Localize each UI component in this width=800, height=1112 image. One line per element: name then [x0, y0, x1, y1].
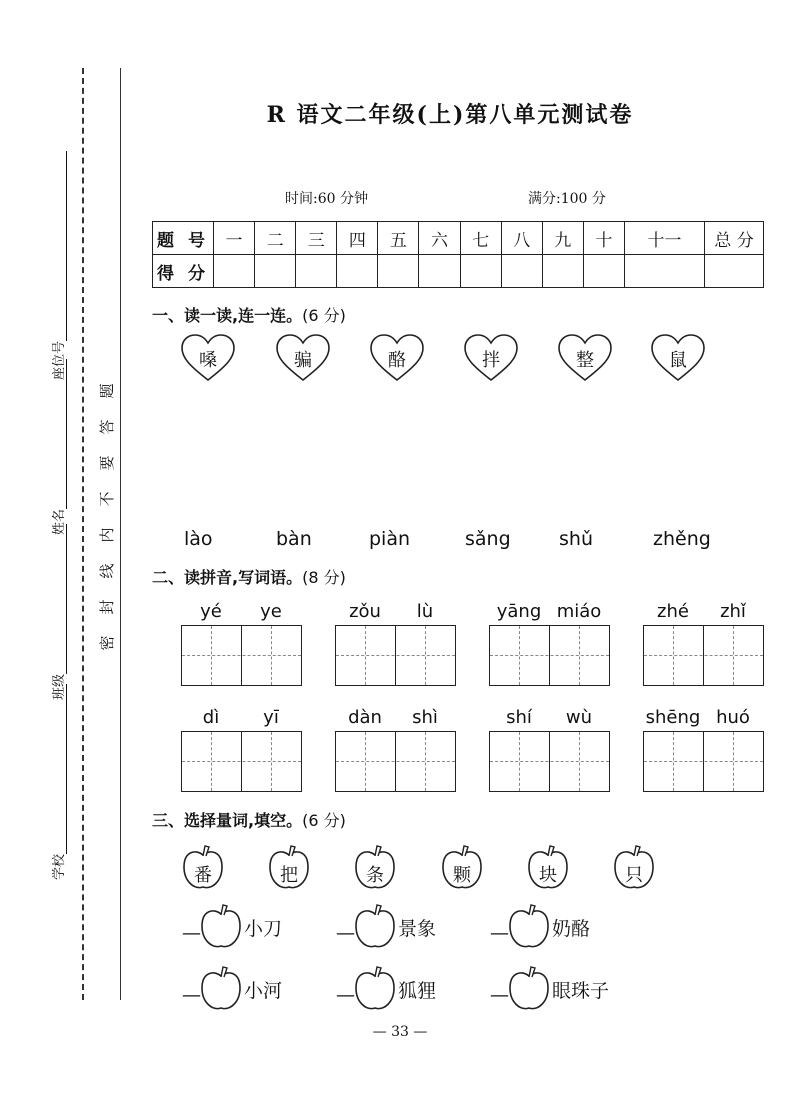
heart-char: 拌 [482, 350, 500, 371]
score-cell[interactable] [705, 255, 764, 288]
measure-word-option[interactable] [268, 843, 310, 891]
pinyin-syllable: ye [260, 601, 282, 622]
table-cell: 总 分 [705, 222, 764, 255]
heart-char-card[interactable] [557, 334, 613, 382]
dash-mark: — [182, 984, 201, 1006]
score-cell[interactable] [460, 255, 501, 288]
binding-dashed-line [82, 68, 84, 1000]
heart-char: 鼠 [669, 350, 687, 371]
score-cell[interactable] [419, 255, 460, 288]
seal-char: 内 [98, 527, 116, 543]
score-cell[interactable] [214, 255, 255, 288]
measure-word: 块 [539, 865, 557, 886]
table-cell: 四 [337, 222, 378, 255]
table-cell: 五 [378, 222, 419, 255]
page-number: — 33 — [372, 1024, 428, 1040]
class-label: 班级 [52, 673, 67, 700]
answer-apple[interactable] [508, 964, 550, 1012]
pinyin-syllable: zhǐ [720, 601, 746, 622]
answer-apple[interactable] [354, 964, 396, 1012]
score-cell[interactable] [378, 255, 419, 288]
table-cell: 六 [419, 222, 460, 255]
measure-word: 番 [194, 865, 212, 886]
seat-number-field[interactable] [48, 151, 67, 380]
apple-icon [354, 964, 396, 1012]
noun-text: 奶酪 [552, 918, 591, 940]
tianzige-box[interactable] [643, 625, 764, 686]
tianzige-box[interactable] [643, 731, 764, 792]
pinyin-option: sǎng [465, 528, 511, 550]
table-cell: 三 [296, 222, 337, 255]
score-cell[interactable] [255, 255, 296, 288]
pinyin-syllable: miáo [556, 601, 602, 622]
tianzige-box[interactable] [181, 731, 302, 792]
measure-word-option[interactable] [441, 843, 483, 891]
heart-char-card[interactable] [463, 334, 519, 382]
measure-word: 把 [280, 865, 298, 886]
heart-char-card[interactable] [369, 334, 425, 382]
table-cell: 十 [583, 222, 624, 255]
pinyin-option: piàn [369, 528, 411, 550]
measure-word-option[interactable] [613, 843, 655, 891]
page-title: R 语文二年级(上)第八单元测试卷 [266, 102, 634, 128]
answer-apple[interactable] [508, 902, 550, 950]
measure-word: 条 [366, 865, 384, 886]
heart-char: 嗓 [199, 350, 217, 371]
seat-number-label: 座位号 [52, 340, 67, 380]
apple-icon [508, 964, 550, 1012]
noun-text: 景象 [398, 918, 437, 940]
dash-mark: — [182, 922, 201, 944]
table-cell: 题 号 [153, 222, 214, 255]
seal-char: 不 [98, 491, 116, 507]
pinyin-syllable: dàn [348, 707, 382, 728]
pinyin-syllable: zhé [657, 601, 689, 622]
measure-word: 只 [625, 865, 643, 886]
table-cell: 七 [460, 222, 501, 255]
apple-icon [200, 964, 242, 1012]
seal-char: 答 [98, 419, 116, 435]
apple-icon [354, 902, 396, 950]
tianzige-box[interactable] [335, 625, 456, 686]
score-cell[interactable] [624, 255, 704, 288]
noun-text: 狐狸 [398, 980, 437, 1002]
tianzige-box[interactable] [181, 625, 302, 686]
pinyin-syllable: yī [263, 707, 279, 728]
pinyin-syllable: shí [506, 707, 532, 728]
noun-text: 小刀 [244, 918, 283, 940]
section-3-title: 三、选择量词,填空。(6 分) [152, 811, 346, 830]
tianzige-box[interactable] [489, 625, 610, 686]
time-limit: 时间:60 分钟 [285, 191, 368, 207]
pinyin-option: shǔ [559, 528, 593, 550]
noun-text: 眼珠子 [552, 980, 610, 1002]
dash-mark: — [336, 984, 355, 1006]
school-field[interactable] [48, 684, 67, 880]
pinyin-syllable: yé [200, 601, 222, 622]
pinyin-syllable: yāng [496, 601, 542, 622]
section-1-title: 一、读一读,连一连。(6 分) [152, 306, 346, 325]
name-label: 姓名 [52, 508, 67, 535]
seal-char: 题 [98, 383, 116, 399]
measure-word-option[interactable] [182, 843, 224, 891]
table-cell: 八 [501, 222, 542, 255]
class-field[interactable] [48, 524, 67, 700]
tianzige-box[interactable] [335, 731, 456, 792]
score-cell[interactable] [542, 255, 583, 288]
score-table [152, 221, 764, 288]
dash-mark: — [336, 922, 355, 944]
measure-word: 颗 [453, 865, 471, 886]
table-cell: 二 [255, 222, 296, 255]
pinyin-syllable: shēng [645, 707, 701, 728]
binding-solid-line [120, 68, 121, 1000]
heart-char-card[interactable] [275, 334, 331, 382]
heart-char-card[interactable] [180, 334, 236, 382]
heart-char: 骗 [294, 350, 312, 371]
heart-char: 酪 [388, 350, 406, 371]
pinyin-option: zhěng [653, 528, 711, 550]
table-cell: 九 [542, 222, 583, 255]
score-cell[interactable] [337, 255, 378, 288]
dash-mark: — [490, 922, 509, 944]
tianzige-box[interactable] [489, 731, 610, 792]
section-2-title: 二、读拼音,写词语。(8 分) [152, 568, 346, 587]
full-score: 满分:100 分 [528, 191, 606, 207]
seal-char: 线 [98, 563, 116, 579]
pinyin-syllable: shì [412, 707, 438, 728]
heart-char-card[interactable] [650, 334, 706, 382]
measure-word-option[interactable] [354, 843, 396, 891]
seal-char: 要 [98, 455, 116, 471]
score-cell[interactable] [583, 255, 624, 288]
pinyin-syllable: lù [416, 601, 434, 622]
pinyin-option: lào [184, 528, 213, 550]
table-cell: 十一 [624, 222, 704, 255]
score-cell[interactable] [296, 255, 337, 288]
heart-char: 整 [576, 350, 594, 371]
pinyin-syllable: wù [565, 707, 593, 728]
pinyin-syllable: huó [716, 707, 750, 728]
score-cell[interactable] [501, 255, 542, 288]
answer-apple[interactable] [354, 902, 396, 950]
pinyin-option: bàn [276, 528, 312, 550]
seal-char: 封 [98, 599, 116, 615]
answer-apple[interactable] [200, 964, 242, 1012]
apple-icon [508, 902, 550, 950]
table-cell: 得 分 [153, 255, 214, 288]
apple-icon [200, 902, 242, 950]
dash-mark: — [490, 984, 509, 1006]
table-cell: 一 [214, 222, 255, 255]
school-label: 学校 [52, 853, 67, 880]
score-table-header-row [153, 222, 764, 255]
name-field[interactable] [48, 359, 67, 535]
seal-line-notice [96, 378, 118, 656]
pinyin-syllable: dì [202, 707, 220, 728]
seal-char: 密 [98, 635, 116, 651]
pinyin-syllable: zǒu [349, 601, 381, 622]
measure-word-option[interactable] [527, 843, 569, 891]
score-table-score-row [153, 255, 764, 288]
noun-text: 小河 [244, 980, 283, 1002]
answer-apple[interactable] [200, 902, 242, 950]
